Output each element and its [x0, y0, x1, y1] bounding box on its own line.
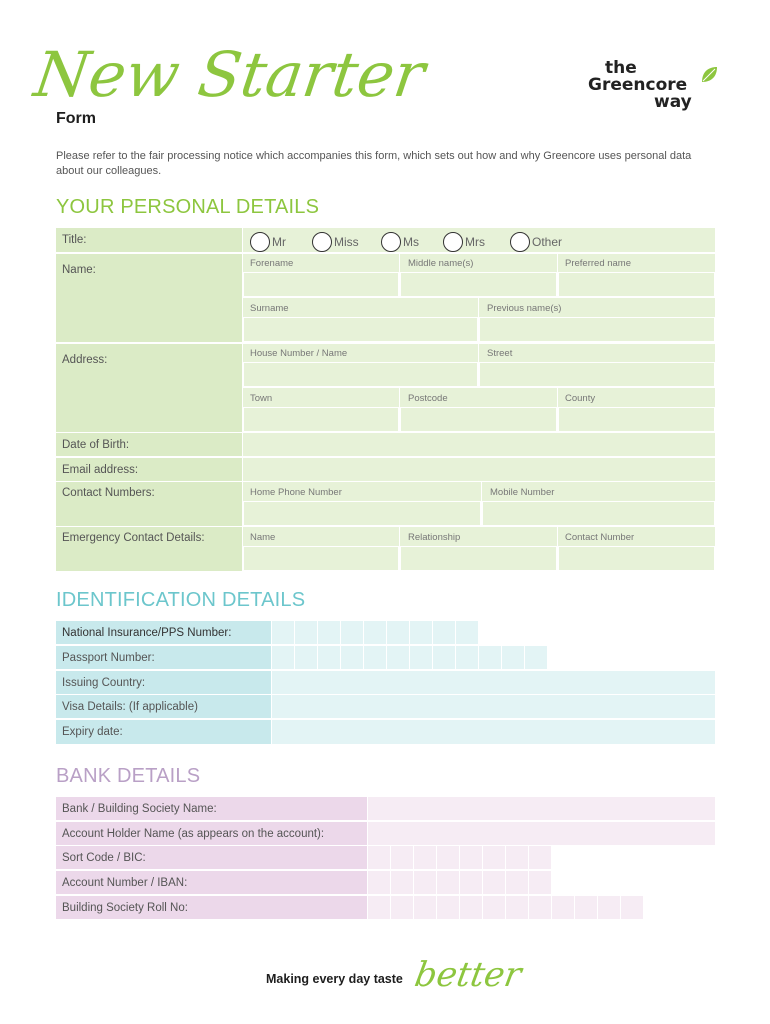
logo-line-way: way	[654, 92, 692, 112]
radio-circle-icon[interactable]	[443, 232, 463, 252]
visa-label: Visa Details: (If applicable)	[56, 695, 271, 718]
postcode-caption: Postcode	[408, 393, 448, 404]
county-input[interactable]	[558, 407, 715, 432]
radio-circle-icon[interactable]	[510, 232, 530, 252]
account-number-char-box[interactable]	[437, 871, 459, 894]
script-title-text: New Starter	[30, 38, 430, 111]
em-name-caption: Name	[250, 532, 276, 543]
roll-number-char-box[interactable]	[598, 896, 620, 919]
bank-name-label: Bank / Building Society Name:	[56, 797, 367, 820]
preferred-name-input[interactable]	[558, 272, 715, 297]
personal-section-title: YOUR PERSONAL DETAILS	[56, 196, 320, 218]
identification-section-title: IDENTIFICATION DETAILS	[56, 589, 306, 611]
passport-char-box[interactable]	[410, 646, 432, 669]
footer-script-word-text: better	[411, 955, 525, 995]
house-caption: House Number / Name	[250, 348, 348, 359]
intro-text: Please refer to the fair processing notice which accompanies this form, which sets out how and why Greencore uses personal data about our colleagues.	[56, 150, 692, 177]
roll-number-char-box[interactable]	[506, 896, 528, 919]
account-number-char-box[interactable]	[368, 871, 390, 894]
expiry-input[interactable]	[272, 720, 715, 744]
title-option-ms[interactable]	[381, 232, 419, 252]
ni-char-box[interactable]	[295, 621, 317, 644]
previous-name-caption: Previous name(s)	[487, 303, 562, 314]
logo-line-the: the	[605, 58, 637, 78]
account-number-char-box[interactable]	[414, 871, 436, 894]
email-input[interactable]	[243, 458, 715, 481]
account-number-char-box[interactable]	[391, 871, 413, 894]
preferred-name-caption: Preferred name	[565, 258, 632, 269]
footer-tagline	[266, 948, 525, 998]
passport-char-box[interactable]	[364, 646, 386, 669]
passport-label: Passport Number:	[56, 646, 271, 669]
county-caption: County	[565, 393, 596, 404]
radio-label-other: Other	[532, 235, 563, 249]
ni-char-box[interactable]	[318, 621, 340, 644]
new-starter-script-title	[30, 26, 430, 116]
passport-char-box[interactable]	[456, 646, 478, 669]
passport-char-box[interactable]	[433, 646, 455, 669]
surname-caption: Surname	[250, 303, 289, 314]
roll-number-char-box[interactable]	[460, 896, 482, 919]
roll-number-char-box[interactable]	[575, 896, 597, 919]
ni-char-box[interactable]	[341, 621, 363, 644]
radio-circle-icon[interactable]	[312, 232, 332, 252]
roll-number-char-box[interactable]	[368, 896, 390, 919]
dob-input[interactable]	[243, 433, 715, 456]
sort-code-char-box[interactable]	[506, 846, 528, 869]
sort-code-char-box[interactable]	[460, 846, 482, 869]
passport-char-box[interactable]	[318, 646, 340, 669]
passport-char-box[interactable]	[502, 646, 524, 669]
issuing-country-label: Issuing Country:	[56, 671, 271, 694]
previous-name-input[interactable]	[479, 317, 715, 342]
title-option-mr[interactable]	[250, 232, 286, 252]
ni-char-box[interactable]	[272, 621, 294, 644]
town-input[interactable]	[243, 407, 399, 432]
postcode-input[interactable]	[400, 407, 557, 432]
radio-label-ms: Ms	[403, 235, 419, 249]
roll-number-char-box[interactable]	[414, 896, 436, 919]
em-relationship-input[interactable]	[400, 546, 557, 571]
email-label: Email address:	[56, 458, 242, 481]
radio-label-mr: Mr	[272, 235, 286, 249]
passport-char-box[interactable]	[272, 646, 294, 669]
passport-char-box[interactable]	[525, 646, 547, 669]
form-subtitle: Form	[56, 110, 96, 127]
bank-section-title: BANK DETAILS	[56, 765, 201, 787]
street-input[interactable]	[479, 362, 715, 387]
greencore-logo	[588, 60, 718, 116]
radio-circle-icon[interactable]	[250, 232, 270, 252]
home-phone-caption: Home Phone Number	[250, 487, 342, 498]
account-number-label: Account Number / IBAN:	[56, 871, 367, 894]
town-caption: Town	[250, 393, 273, 404]
forename-input[interactable]	[243, 272, 399, 297]
em-contact-input[interactable]	[558, 546, 715, 571]
account-number-char-box[interactable]	[460, 871, 482, 894]
logo-line-greencore: Greencore	[588, 75, 688, 95]
ni-char-box[interactable]	[387, 621, 409, 644]
footer-script-word	[411, 948, 525, 998]
name-label: Name:	[56, 254, 242, 342]
home-phone-input[interactable]	[243, 501, 481, 526]
street-caption: Street	[487, 348, 513, 359]
sort-code-char-box[interactable]	[437, 846, 459, 869]
ni-label: National Insurance/PPS Number:	[56, 621, 271, 644]
visa-input[interactable]	[272, 695, 715, 718]
ni-char-box[interactable]	[433, 621, 455, 644]
sort-code-char-box[interactable]	[529, 846, 551, 869]
account-number-char-box[interactable]	[529, 871, 551, 894]
roll-number-char-box[interactable]	[621, 896, 643, 919]
em-relationship-caption: Relationship	[408, 532, 461, 543]
footer-tagline-text: Making every day taste	[266, 972, 403, 986]
account-holder-label: Account Holder Name (as appears on the account):	[56, 822, 367, 845]
passport-char-box[interactable]	[341, 646, 363, 669]
title-label: Title:	[56, 228, 242, 252]
account-number-char-box[interactable]	[483, 871, 505, 894]
roll-number-char-box[interactable]	[437, 896, 459, 919]
account-number-char-box[interactable]	[506, 871, 528, 894]
sort-code-char-box[interactable]	[368, 846, 390, 869]
bank-name-input[interactable]	[368, 797, 715, 820]
title-option-mrs[interactable]	[443, 232, 485, 252]
passport-char-box[interactable]	[387, 646, 409, 669]
roll-number-char-box[interactable]	[529, 896, 551, 919]
em-name-input[interactable]	[243, 546, 399, 571]
surname-input[interactable]	[243, 317, 478, 342]
roll-number-char-box[interactable]	[552, 896, 574, 919]
em-contact-caption: Contact Number	[565, 532, 635, 543]
emergency-contact-label: Emergency Contact Details:	[56, 527, 242, 571]
mobile-caption: Mobile Number	[490, 487, 555, 498]
radio-circle-icon[interactable]	[381, 232, 401, 252]
contact-numbers-label: Contact Numbers:	[56, 482, 242, 526]
sort-code-char-box[interactable]	[483, 846, 505, 869]
radio-label-miss: Miss	[334, 235, 359, 249]
issuing-country-input[interactable]	[272, 671, 715, 694]
mobile-input[interactable]	[482, 501, 715, 526]
roll-number-char-box[interactable]	[483, 896, 505, 919]
leaf-icon	[700, 66, 718, 84]
middle-name-input[interactable]	[400, 272, 557, 297]
sort-code-char-box[interactable]	[414, 846, 436, 869]
address-label: Address:	[56, 344, 242, 432]
middle-name-caption: Middle name(s)	[408, 258, 474, 269]
house-input[interactable]	[243, 362, 478, 387]
sort-code-char-box[interactable]	[391, 846, 413, 869]
forename-caption: Forename	[250, 258, 294, 269]
account-holder-input[interactable]	[368, 822, 715, 845]
title-option-miss[interactable]	[312, 232, 359, 252]
passport-char-box[interactable]	[295, 646, 317, 669]
ni-char-box[interactable]	[364, 621, 386, 644]
roll-number-char-box[interactable]	[391, 896, 413, 919]
passport-char-box[interactable]	[479, 646, 501, 669]
ni-char-box[interactable]	[456, 621, 478, 644]
radio-label-mrs: Mrs	[465, 235, 485, 249]
ni-char-box[interactable]	[410, 621, 432, 644]
sort-code-label: Sort Code / BIC:	[56, 846, 367, 869]
expiry-label: Expiry date:	[56, 720, 271, 744]
title-option-other[interactable]	[510, 232, 562, 252]
dob-label: Date of Birth:	[56, 433, 242, 456]
roll-number-label: Building Society Roll No:	[56, 896, 367, 919]
